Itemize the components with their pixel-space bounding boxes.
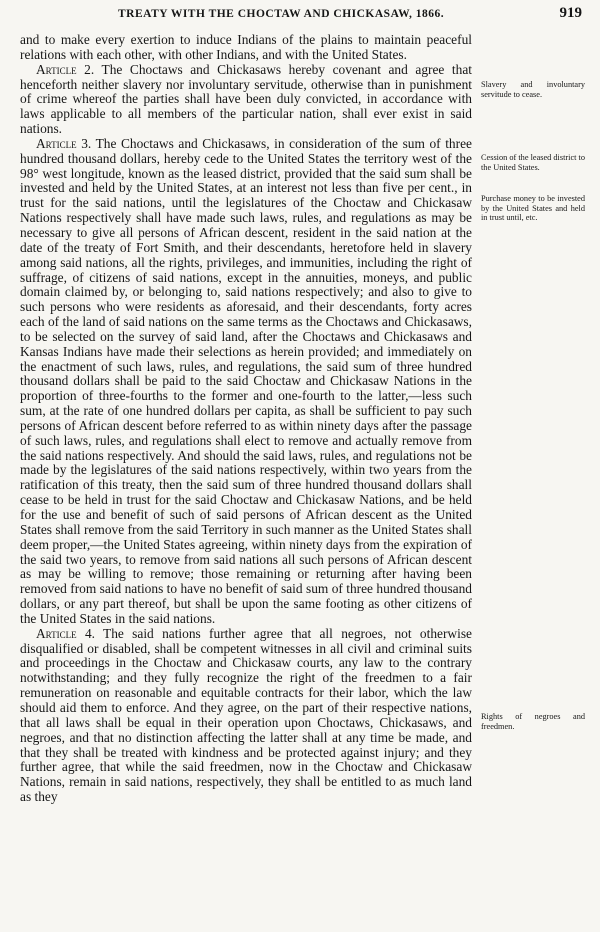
article-2-text: The Choctaws and Chickasaws hereby covenant and agree that henceforth neither slavery nor involuntary servitude, otherwise than in punishment of crime whereof the parties shall have been duly convicted, in accordance with laws applicable to all members of the particular nation, shall ever exist in said nations. <box>20 61 472 137</box>
page-number: 919 <box>559 5 582 21</box>
article-3 <box>20 137 472 627</box>
running-title: TREATY WITH THE CHOCTAW AND CHICKASAW, 1866. <box>118 8 445 20</box>
margin-note-purchase: Purchase money to be invested by the United States and held in trust until, etc. <box>481 194 585 222</box>
article-3-text: The Choctaws and Chickasaws, in consideration of the sum of three hundred thousand dollars, hereby cede to the United States the territory west of the 98° west longitude, known as the leased district, provided that the said sum shall be invested and held by the United States, at an interest not less than five per cent., in trust for the said nations, until the legislatures of the Choctaw and Chickasaw Nations respectively shall have made such laws, rules, and regulations as may be necessary to give all persons of African descent, resident in the said nation at the date of the treaty of Fort Smith, and their descendants, heretofore held in slavery among said nations, all the rights, privileges, and immunities, including the right of suffrage, of citizens of said nations, except in the annuities, moneys, and public domain claimed by, or belonging to, said nations respectively; and also to give to such persons who were residents as aforesaid, and their descendants, forty acres each of the land of said nations on the same terms as the Choctaws and Chickasaws, to be selected on the survey of said land, after the Choctaws and Chickasaws and Kansas Indians have made their selections as herein provided; and immediately on the enactment of such laws, rules, and regulations, the said sum of three hundred thousand dollars shall be paid to the said Choctaw and Chickasaw Nations in the proportion of three-fourths to the former and one-fourth to the latter,—less such sum, at the rate of one hundred dollars per capita, as shall be sufficient to pay such persons of African descent before referred to as within ninety days after the passage of such laws, rules, and regulations shall elect to remove and actually remove from the said nations respectively. And should the said laws, rules, and regulations not be made by the legislatures of the said nations respectively, within two years from the ratification of this treaty, then the said sum of three hundred thousand dollars shall cease to be held in trust for the said Choctaw and Chickasaw Nations, and be held for the use and benefit of such of said persons of African descent as the United States shall remove from the said Territory in such manner as the United States shall deem proper,—the United States agreeing, within ninety days from the expiration of the said two years, to remove from said nations all such persons of African descent as may be willing to remove; those remaining or returning after having been removed from said nations to have no benefit of said sum of three hundred thousand dollars, or any part thereof, but shall be upon the same footing as other citizens of the United States in the said nations. <box>20 135 472 626</box>
continuation-paragraph: and to make every exertion to induce Indians of the plains to maintain peaceful relations with each other, with other Indians, and with the United States. <box>20 32 472 62</box>
article-3-label: Article 3. <box>36 135 92 151</box>
page-header <box>18 5 584 25</box>
article-2 <box>20 63 472 137</box>
article-4-label: Article 4. <box>36 625 95 641</box>
article-4 <box>20 627 472 805</box>
margin-note-cession: Cession of the leased district to the United States. <box>481 153 585 172</box>
article-2-label: Article 2. <box>36 61 95 77</box>
treaty-body <box>20 33 472 805</box>
margin-note-slavery: Slavery and involuntary servitude to cease. <box>481 80 585 99</box>
margin-note-rights: Rights of negroes and freedmen. <box>481 712 585 731</box>
article-4-text: The said nations further agree that all negroes, not otherwise disqualified or disabled, shall be competent witnesses in all civil and criminal suits and proceedings in the Choctaw and Chickasaw courts, any law to the contrary notwithstanding; and they fully recognize the right of the freedmen to a fair remuneration on reasonable and equitable contracts for their labor, which the law should aid them to enforce. And they agree, on the part of their respective nations, that all laws shall be equal in their operation upon Choctaws, Chickasaws, and negroes, and that no distinction affecting the latter shall at any time be made, and that they shall be treated with kindness and be protected against injury; and they further agree, that while the said freedmen, now in the Choctaw and Chickasaw Nations, remain in said nations, respectively, they shall be entitled to as much land as they <box>20 625 472 805</box>
